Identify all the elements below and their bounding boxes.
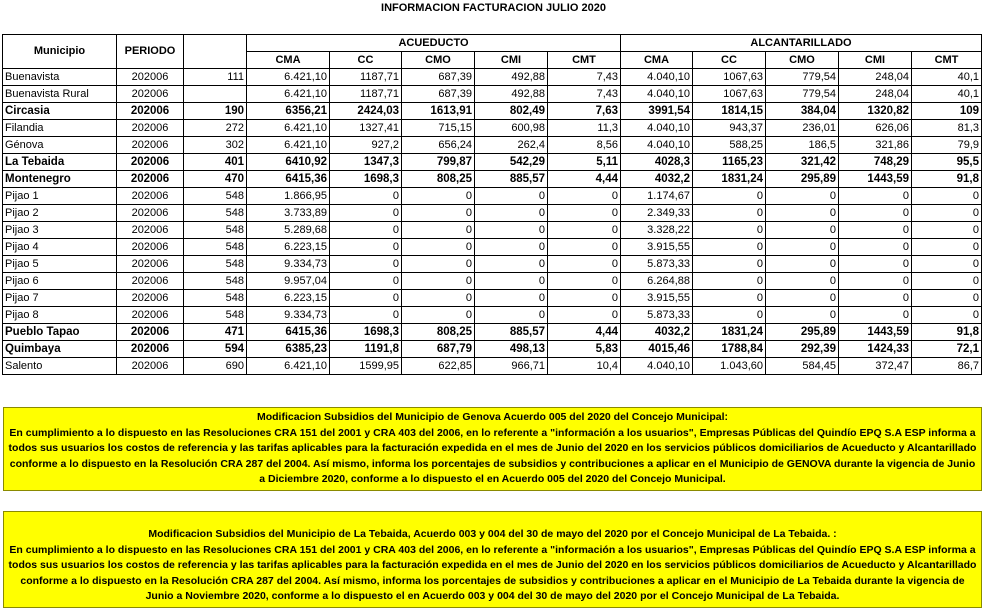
value-cell: 0 <box>839 256 912 273</box>
value-cell: 0 <box>839 188 912 205</box>
value-cell: 0 <box>766 290 839 307</box>
value-cell: 0 <box>693 239 766 256</box>
table-row <box>3 273 982 290</box>
value-cell: 2.349,33 <box>621 205 693 222</box>
table-body <box>3 69 982 375</box>
municipio-cell: La Tebaida <box>3 154 117 171</box>
table-row <box>3 86 982 103</box>
value-cell: 4.040,10 <box>621 137 693 154</box>
periodo-cell: 202006 <box>117 154 184 171</box>
value-cell: 4028,3 <box>621 154 693 171</box>
value-cell: 40,1 <box>912 69 982 86</box>
value-cell: 3.733,89 <box>247 205 330 222</box>
acueducto-col-header: CMT <box>548 52 621 69</box>
periodo-cell: 202006 <box>117 120 184 137</box>
value-cell: 0 <box>330 205 402 222</box>
value-cell: 1165,23 <box>693 154 766 171</box>
periodo-cell: 202006 <box>117 358 184 375</box>
value-cell: 248,04 <box>839 69 912 86</box>
value-cell: 7,43 <box>548 86 621 103</box>
periodo-cell: 202006 <box>117 69 184 86</box>
notice-heading: Modificacion Subsidios del Municipio de La Tebaida, Acuerdo 003 y 004 del 30 de mayo del 2020 por el Concejo Municipal de La Tebaida. : <box>148 528 837 540</box>
table-row <box>3 137 982 154</box>
alcantarillado-col-header: CMI <box>839 52 912 69</box>
value-cell: 492,88 <box>475 69 548 86</box>
table-row <box>3 222 982 239</box>
table-row <box>3 205 982 222</box>
value-cell: 0 <box>548 256 621 273</box>
municipio-cell: Génova <box>3 137 117 154</box>
value-cell: 492,88 <box>475 86 548 103</box>
value-cell: 6415,36 <box>247 324 330 341</box>
value-cell: 584,45 <box>766 358 839 375</box>
value-cell: 0 <box>912 222 982 239</box>
value-cell: 548 <box>184 239 247 256</box>
value-cell: 4.040,10 <box>621 120 693 137</box>
value-cell: 799,87 <box>402 154 475 171</box>
value-cell: 4032,2 <box>621 171 693 188</box>
value-cell: 0 <box>330 188 402 205</box>
value-cell: 111 <box>184 69 247 86</box>
value-cell: 471 <box>184 324 247 341</box>
value-cell: 6.223,15 <box>247 290 330 307</box>
value-cell: 548 <box>184 290 247 307</box>
value-cell: 6356,21 <box>247 103 330 120</box>
value-cell: 3.328,22 <box>621 222 693 239</box>
acueducto-col-header: CMO <box>402 52 475 69</box>
value-cell: 7,43 <box>548 69 621 86</box>
value-cell: 0 <box>330 307 402 324</box>
periodo-cell: 202006 <box>117 103 184 120</box>
value-cell: 715,15 <box>402 120 475 137</box>
periodo-cell: 202006 <box>117 273 184 290</box>
value-cell: 0 <box>402 239 475 256</box>
acueducto-header: ACUEDUCTO <box>247 35 621 52</box>
value-cell: 10,4 <box>548 358 621 375</box>
value-cell: 95,5 <box>912 154 982 171</box>
value-cell: 6385,23 <box>247 341 330 358</box>
value-cell: 594 <box>184 341 247 358</box>
value-cell: 0 <box>548 205 621 222</box>
value-cell: 6.264,88 <box>621 273 693 290</box>
value-cell: 0 <box>839 273 912 290</box>
periodo-cell: 202006 <box>117 222 184 239</box>
value-cell: 321,42 <box>766 154 839 171</box>
value-cell: 1788,84 <box>693 341 766 358</box>
value-cell: 8,56 <box>548 137 621 154</box>
value-cell: 186,5 <box>766 137 839 154</box>
value-cell: 808,25 <box>402 171 475 188</box>
value-cell: 0 <box>766 222 839 239</box>
value-cell: 0 <box>839 239 912 256</box>
municipio-cell: Pijao 7 <box>3 290 117 307</box>
value-cell: 1831,24 <box>693 324 766 341</box>
value-cell: 6.223,15 <box>247 239 330 256</box>
table-row <box>3 171 982 188</box>
value-cell: 548 <box>184 273 247 290</box>
periodo-cell: 202006 <box>117 205 184 222</box>
municipio-header: Municipio <box>3 35 117 69</box>
value-cell: 0 <box>693 307 766 324</box>
value-cell: 0 <box>693 222 766 239</box>
value-cell: 0 <box>330 273 402 290</box>
value-cell: 548 <box>184 188 247 205</box>
value-cell: 1347,3 <box>330 154 402 171</box>
value-cell: 885,57 <box>475 324 548 341</box>
table-row <box>3 103 982 120</box>
table-row <box>3 239 982 256</box>
value-cell: 0 <box>548 307 621 324</box>
value-cell: 72,1 <box>912 341 982 358</box>
value-cell: 4015,46 <box>621 341 693 358</box>
value-cell: 748,29 <box>839 154 912 171</box>
value-cell: 0 <box>766 188 839 205</box>
value-cell: 4.040,10 <box>621 86 693 103</box>
value-cell: 9.334,73 <box>247 256 330 273</box>
periodo-header: PERIODO <box>117 35 184 69</box>
value-cell: 0 <box>475 205 548 222</box>
value-cell: 1831,24 <box>693 171 766 188</box>
value-cell: 0 <box>766 256 839 273</box>
value-cell: 11,3 <box>548 120 621 137</box>
value-cell: 0 <box>766 205 839 222</box>
value-cell: 687,39 <box>402 69 475 86</box>
value-cell: 5.289,68 <box>247 222 330 239</box>
value-cell: 1.043,60 <box>693 358 766 375</box>
value-cell: 0 <box>402 205 475 222</box>
value-cell: 109 <box>912 103 982 120</box>
value-cell: 0 <box>839 290 912 307</box>
periodo-cell: 202006 <box>117 171 184 188</box>
alcantarillado-header: ALCANTARILLADO <box>621 35 982 52</box>
value-cell: 0 <box>839 205 912 222</box>
value-cell: 588,25 <box>693 137 766 154</box>
value-cell: 401 <box>184 154 247 171</box>
value-cell: 0 <box>330 256 402 273</box>
acueducto-col-header: CMI <box>475 52 548 69</box>
value-cell: 0 <box>402 273 475 290</box>
value-cell: 0 <box>330 222 402 239</box>
value-cell: 5,11 <box>548 154 621 171</box>
value-cell: 6.421,10 <box>247 137 330 154</box>
value-cell: 0 <box>402 222 475 239</box>
value-cell: 321,86 <box>839 137 912 154</box>
periodo-cell: 202006 <box>117 307 184 324</box>
value-cell: 687,79 <box>402 341 475 358</box>
value-cell: 0 <box>402 188 475 205</box>
municipio-cell: Pueblo Tapao <box>3 324 117 341</box>
value-cell: 262,4 <box>475 137 548 154</box>
value-cell: 0 <box>766 273 839 290</box>
value-cell: 4.040,10 <box>621 69 693 86</box>
value-cell: 0 <box>548 222 621 239</box>
municipio-cell: Pijao 8 <box>3 307 117 324</box>
value-cell: 927,2 <box>330 137 402 154</box>
municipio-cell: Filandia <box>3 120 117 137</box>
notice-heading: Modificacion Subsidios del Municipio de Genova Acuerdo 005 del 2020 del Concejo Municipal: <box>256 411 729 423</box>
municipio-cell: Quimbaya <box>3 341 117 358</box>
value-cell: 0 <box>912 239 982 256</box>
value-cell: 6415,36 <box>247 171 330 188</box>
value-cell: 0 <box>766 239 839 256</box>
value-cell: 0 <box>548 188 621 205</box>
value-cell: 0 <box>548 290 621 307</box>
value-cell: 7,63 <box>548 103 621 120</box>
value-cell: 236,01 <box>766 120 839 137</box>
value-cell: 0 <box>693 205 766 222</box>
table-row <box>3 69 982 86</box>
value-cell: 1320,82 <box>839 103 912 120</box>
value-cell: 91,8 <box>912 171 982 188</box>
value-cell: 3.915,55 <box>621 239 693 256</box>
value-cell: 1424,33 <box>839 341 912 358</box>
value-cell: 626,06 <box>839 120 912 137</box>
value-cell: 600,98 <box>475 120 548 137</box>
code-header <box>184 35 247 69</box>
value-cell: 0 <box>475 188 548 205</box>
value-cell: 0 <box>330 290 402 307</box>
value-cell: 885,57 <box>475 171 548 188</box>
value-cell: 687,39 <box>402 86 475 103</box>
value-cell: 0 <box>402 256 475 273</box>
value-cell: 802,49 <box>475 103 548 120</box>
alcantarillado-col-header: CMA <box>621 52 693 69</box>
value-cell: 0 <box>912 273 982 290</box>
value-cell: 0 <box>693 273 766 290</box>
value-cell: 498,13 <box>475 341 548 358</box>
value-cell: 0 <box>766 307 839 324</box>
value-cell: 6.421,10 <box>247 358 330 375</box>
periodo-cell: 202006 <box>117 290 184 307</box>
value-cell: 1814,15 <box>693 103 766 120</box>
periodo-cell: 202006 <box>117 86 184 103</box>
value-cell: 548 <box>184 222 247 239</box>
value-cell: 1.174,67 <box>621 188 693 205</box>
value-cell: 966,71 <box>475 358 548 375</box>
periodo-cell: 202006 <box>117 188 184 205</box>
municipio-cell: Circasia <box>3 103 117 120</box>
alcantarillado-col-header: CMT <box>912 52 982 69</box>
value-cell: 0 <box>693 256 766 273</box>
alcantarillado-col-header: CMO <box>766 52 839 69</box>
municipio-cell: Pijao 5 <box>3 256 117 273</box>
value-cell: 548 <box>184 256 247 273</box>
value-cell: 1443,59 <box>839 171 912 188</box>
value-cell: 1187,71 <box>330 86 402 103</box>
value-cell: 190 <box>184 103 247 120</box>
value-cell: 0 <box>912 188 982 205</box>
value-cell: 1187,71 <box>330 69 402 86</box>
value-cell: 5.873,33 <box>621 307 693 324</box>
value-cell: 248,04 <box>839 86 912 103</box>
value-cell: 0 <box>475 239 548 256</box>
value-cell: 622,85 <box>402 358 475 375</box>
value-cell: 943,37 <box>693 120 766 137</box>
table-row <box>3 324 982 341</box>
value-cell: 0 <box>548 273 621 290</box>
value-cell: 1698,3 <box>330 324 402 341</box>
value-cell: 0 <box>330 239 402 256</box>
periodo-cell: 202006 <box>117 137 184 154</box>
value-cell: 542,29 <box>475 154 548 171</box>
table-row <box>3 358 982 375</box>
value-cell: 1443,59 <box>839 324 912 341</box>
page-title: INFORMACION FACTURACION JULIO 2020 <box>381 2 606 14</box>
periodo-cell: 202006 <box>117 324 184 341</box>
value-cell: 0 <box>548 239 621 256</box>
periodo-cell: 202006 <box>117 256 184 273</box>
value-cell: 0 <box>912 307 982 324</box>
notice-body: En cumplimiento a lo dispuesto en las Resoluciones CRA 151 del 2001 y CRA 403 del 2006, en lo referente a "información a los usuarios", Empresas Públicas del Quindío EPQ S.A ESP informa a todos sus usuarios los costos de referencia y las tarifas aplicables para la facturación expedida en el mes de Junio del 2020 en los servicios públicos domiciliarios de Acueducto y Alcantarillado conforme a lo dispuesto en la Resolución CRA 287 del 2004. Así mismo, informa los porcentajes de subsidios y contribuciones a aplicar en el Municipio de GENOVA durante la vigencia de Junio a Diciembre 2020, conforme a lo dispuesto el en Acuerdo 005 del 2020 del Concejo Municipal. <box>8 426 977 485</box>
value-cell: 6.421,10 <box>247 120 330 137</box>
value-cell: 0 <box>402 290 475 307</box>
value-cell: 372,47 <box>839 358 912 375</box>
municipio-cell: Buenavista Rural <box>3 86 117 103</box>
table-row <box>3 256 982 273</box>
value-cell: 86,7 <box>912 358 982 375</box>
value-cell: 9.957,04 <box>247 273 330 290</box>
value-cell: 295,89 <box>766 171 839 188</box>
value-cell: 470 <box>184 171 247 188</box>
municipio-cell: Pijao 1 <box>3 188 117 205</box>
value-cell: 0 <box>402 307 475 324</box>
municipio-cell: Pijao 3 <box>3 222 117 239</box>
value-cell: 0 <box>912 290 982 307</box>
value-cell: 1599,95 <box>330 358 402 375</box>
table-row <box>3 154 982 171</box>
municipio-cell: Pijao 6 <box>3 273 117 290</box>
value-cell: 302 <box>184 137 247 154</box>
acueducto-col-header: CMA <box>247 52 330 69</box>
municipio-cell: Pijao 4 <box>3 239 117 256</box>
value-cell: 9.334,73 <box>247 307 330 324</box>
value-cell: 6410,92 <box>247 154 330 171</box>
value-cell: 1067,63 <box>693 86 766 103</box>
genova-subsidy-notice <box>3 407 982 491</box>
alcantarillado-col-header: CC <box>693 52 766 69</box>
value-cell: 548 <box>184 307 247 324</box>
value-cell: 0 <box>475 222 548 239</box>
value-cell: 779,54 <box>766 69 839 86</box>
municipio-cell: Montenegro <box>3 171 117 188</box>
value-cell: 6.421,10 <box>247 69 330 86</box>
municipio-cell: Salento <box>3 358 117 375</box>
value-cell: 272 <box>184 120 247 137</box>
value-cell: 91,8 <box>912 324 982 341</box>
value-cell: 690 <box>184 358 247 375</box>
value-cell: 779,54 <box>766 86 839 103</box>
value-cell: 1327,41 <box>330 120 402 137</box>
value-cell: 4,44 <box>548 324 621 341</box>
value-cell: 0 <box>475 256 548 273</box>
value-cell: 3991,54 <box>621 103 693 120</box>
value-cell: 0 <box>839 307 912 324</box>
value-cell: 4.040,10 <box>621 358 693 375</box>
acueducto-col-header: CC <box>330 52 402 69</box>
table-row <box>3 120 982 137</box>
value-cell: 0 <box>839 222 912 239</box>
value-cell: 0 <box>475 307 548 324</box>
notice-body: En cumplimiento a lo dispuesto en las Resoluciones CRA 151 del 2001 y CRA 403 del 2006, en lo referente a "información a los usuarios", Empresas Públicas del Quindío EPQ S.A ESP informa a todos sus usuarios los costos de referencia y las tarifas aplicables para la facturación expedida en el mes de Junio del 2020 en los servicios públicos domiciliarios de Acueducto y Alcantarillado conforme a lo dispuesto en la Resolución CRA 287 del 2004. Así mismo, informa los porcentajes de subsidios y contribuciones a aplicar en el Municipio de La Tebaida durante la vigencia de Junio a Noviembre 2020, conforme a lo dispuesto el en Acuerdo 003 y 004 del 30 de mayo del 2020 por el Concejo Municipal de La Tebaida. <box>8 543 977 602</box>
value-cell: 656,24 <box>402 137 475 154</box>
value-cell: 81,3 <box>912 120 982 137</box>
table-row <box>3 307 982 324</box>
value-cell: 548 <box>184 205 247 222</box>
value-cell: 1067,63 <box>693 69 766 86</box>
municipio-cell: Buenavista <box>3 69 117 86</box>
value-cell: 79,9 <box>912 137 982 154</box>
value-cell: 0 <box>693 290 766 307</box>
value-cell: 0 <box>912 256 982 273</box>
value-cell: 3.915,55 <box>621 290 693 307</box>
periodo-cell: 202006 <box>117 239 184 256</box>
periodo-cell: 202006 <box>117 341 184 358</box>
value-cell: 0 <box>912 205 982 222</box>
value-cell: 295,89 <box>766 324 839 341</box>
value-cell: 5,83 <box>548 341 621 358</box>
value-cell: 2424,03 <box>330 103 402 120</box>
value-cell: 4032,2 <box>621 324 693 341</box>
value-cell: 1698,3 <box>330 171 402 188</box>
value-cell: 0 <box>475 273 548 290</box>
value-cell <box>184 86 247 103</box>
value-cell: 808,25 <box>402 324 475 341</box>
value-cell: 40,1 <box>912 86 982 103</box>
value-cell: 292,39 <box>766 341 839 358</box>
billing-table <box>2 34 982 375</box>
value-cell: 4,44 <box>548 171 621 188</box>
table-row <box>3 188 982 205</box>
table-row <box>3 290 982 307</box>
la-tebaida-subsidy-notice <box>3 511 982 608</box>
municipio-cell: Pijao 2 <box>3 205 117 222</box>
value-cell: 0 <box>693 188 766 205</box>
value-cell: 1191,8 <box>330 341 402 358</box>
value-cell: 0 <box>475 290 548 307</box>
value-cell: 6.421,10 <box>247 86 330 103</box>
value-cell: 1613,91 <box>402 103 475 120</box>
value-cell: 5.873,33 <box>621 256 693 273</box>
value-cell: 1.866,95 <box>247 188 330 205</box>
value-cell: 384,04 <box>766 103 839 120</box>
table-row <box>3 341 982 358</box>
